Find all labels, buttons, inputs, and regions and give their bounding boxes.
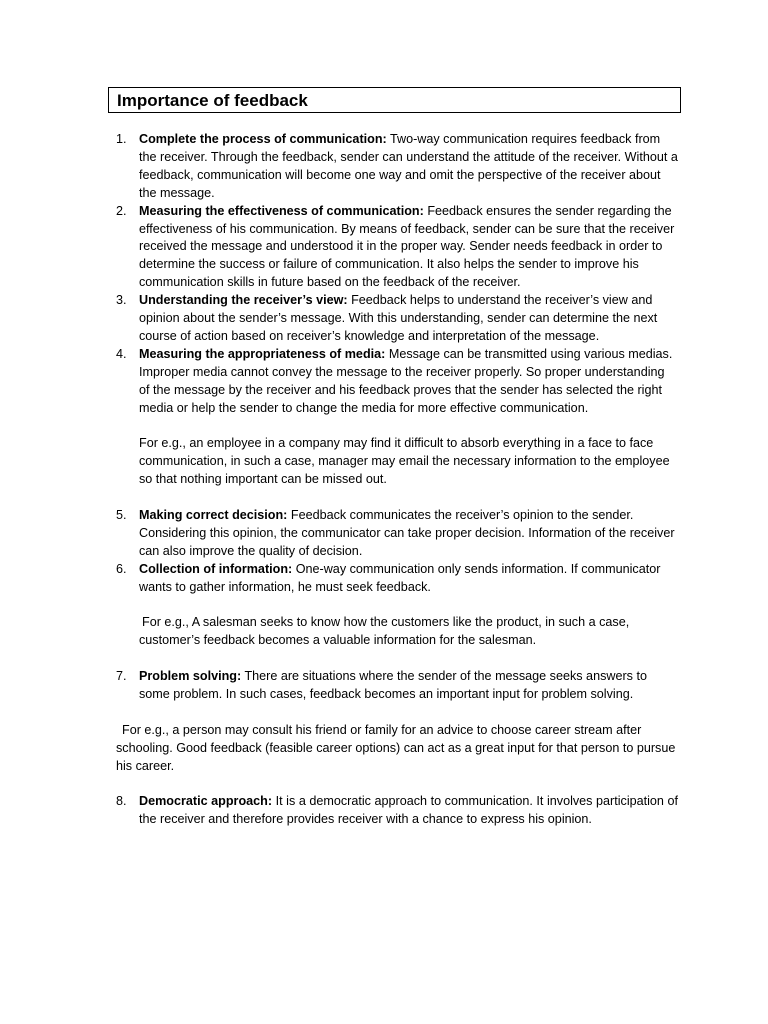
item-number: 3.: [116, 293, 127, 308]
list-item-1: [116, 131, 678, 203]
list-item-8: [116, 793, 678, 829]
item-term: Democratic approach:: [139, 794, 273, 809]
example-paragraph-career: For e.g., a person may consult his friend or family for an advice to choose career stream after schooling. Good feedback (feasible career options) can act as a great input for that person to pursue his career.: [116, 722, 676, 773]
item-text: Two-way communication requires feedback from the receiver. Through the feedback, sender can understand the attitude of the receiver. Without a feedback, communication will become one way and omit the perspective of the receiver about the message.: [139, 132, 678, 200]
spacer: [116, 650, 678, 668]
item-number: 8.: [116, 794, 127, 809]
item-number: 5.: [116, 508, 127, 522]
list-item-3: [116, 292, 678, 346]
page-title: Importance of feedback: [108, 87, 681, 113]
list-item-7: [116, 668, 678, 704]
item-number: 1.: [116, 132, 127, 146]
example-paragraph-media: For e.g., an employee in a company may find it difficult to absorb everything in a face to face communication, in such a case, manager may email the necessary information to the employee so that nothing important can be missed out.: [139, 436, 670, 487]
example-paragraph-salesman: For e.g., A salesman seeks to know how the customers like the product, in such a case, customer’s feedback becomes a valuable information for the salesman.: [139, 615, 630, 648]
item-text: Feedback ensures the sender regarding the effectiveness of his communication. By means of feedback, sender can be sure that the receiver received the message and understood it in the proper way. Sender needs feedback in order to determine the success or failure of communication. It also helps the sender to improve his communication skills in future based on the feedback of the receiver.: [139, 203, 675, 290]
spacer: [116, 704, 678, 722]
item-text: Feedback helps to understand the receiver’s view and opinion about the sender’s message. With this understanding, sender can determine the next course of action based on receiver’s knowledge and interpretation of the message.: [139, 293, 658, 343]
feedback-list: [116, 131, 678, 829]
item-term: Understanding the receiver’s view:: [139, 293, 348, 308]
spacer: [116, 776, 678, 794]
item-term: Problem solving:: [139, 669, 242, 684]
spacer: [116, 597, 678, 615]
item-term: Making correct decision:: [139, 508, 288, 522]
list-item-5: [116, 507, 678, 561]
spacer: [116, 489, 678, 507]
item-text: Feedback communicates the receiver’s opinion to the sender. Considering this opinion, the communicator can take proper decision. Information of the receiver can also improve the quality of decision.: [139, 508, 675, 558]
item-term: Measuring the effectiveness of communication:: [139, 203, 424, 218]
item-term: Complete the process of communication:: [139, 132, 387, 146]
item-number: 7.: [116, 669, 127, 684]
spacer: [116, 418, 678, 436]
item-text: One-way communication only sends information. If communicator wants to gather information, he must seek feedback.: [139, 561, 661, 594]
item-number: 6.: [116, 561, 127, 576]
item-term: Collection of information:: [139, 561, 293, 576]
list-item-6: [116, 561, 678, 597]
list-item-4: [116, 346, 678, 418]
list-item-2: [116, 203, 678, 293]
item-text: It is a democratic approach to communication. It involves participation of the receiver and therefore provides receiver with a chance to express his opinion.: [139, 794, 678, 827]
item-number: 4.: [116, 346, 127, 361]
item-number: 2.: [116, 203, 127, 218]
item-text: Message can be transmitted using various medias. Improper media cannot convey the message to the receiver properly. So proper understanding of the message by the receiver and his feedback proves that the sender has selected the right media or help the sender to change the media for more effective communication.: [139, 346, 673, 415]
item-text: There are situations where the sender of the message seeks answers to some problem. In such cases, feedback becomes an important input for problem solving.: [139, 669, 647, 702]
item-term: Measuring the appropriateness of media:: [139, 346, 386, 361]
